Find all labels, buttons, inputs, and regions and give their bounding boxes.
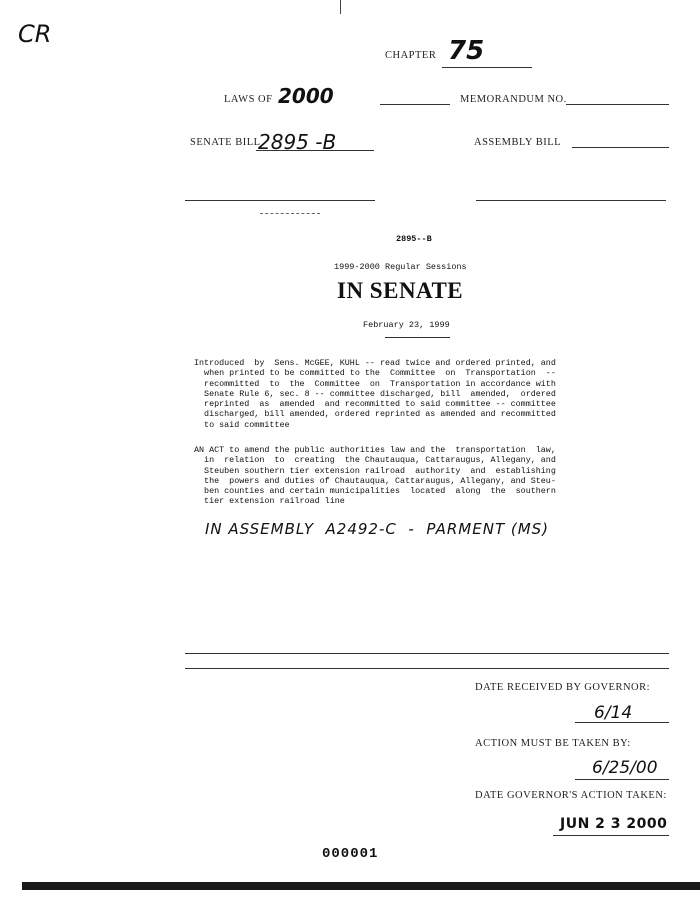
act-line: the powers and duties of Chautauqua, Cattaraugus, Allegany, and Steu- xyxy=(194,475,556,486)
action-taken-stamp: JUN 2 3 2000 xyxy=(560,816,668,832)
corner-initials: CR xyxy=(18,20,52,48)
introduced-line: when printed to be committed to the Committee on Transportation -- xyxy=(194,368,556,379)
introduced-line: discharged, bill amended, ordered reprinted as amended and recommitted xyxy=(194,409,556,420)
act-line: tier extension railroad line xyxy=(194,496,345,507)
act-line: Steuben southern tier extension railroad authority and establishing xyxy=(194,465,556,476)
action-must-rule xyxy=(575,779,669,780)
chapter-value: 75 xyxy=(448,36,485,66)
memorandum-label: MEMORANDUM NO. xyxy=(460,94,567,105)
action-taken-rule xyxy=(553,835,669,836)
introduced-line: reprinted as amended and recommitted to said committee -- committee xyxy=(194,399,556,410)
lower-rule-1 xyxy=(185,653,669,654)
laws-of-value: 2000 xyxy=(278,84,334,108)
act-line: AN ACT to amend the public authorities law and the transportation law, xyxy=(194,445,556,455)
assembly-note: IN ASSEMBLY A2492-C - PARMENT (MS) xyxy=(205,520,550,538)
lower-rule-2 xyxy=(185,668,669,669)
action-taken-label: DATE GOVERNOR'S ACTION TAKEN: xyxy=(475,790,667,801)
blank-rule-right xyxy=(476,200,666,201)
introduced-line: Senate Rule 6, sec. 8 -- committee discharged, bill amended, ordered xyxy=(194,388,556,399)
assembly-bill-label: ASSEMBLY BILL xyxy=(474,137,562,148)
scan-edge-bar xyxy=(22,882,700,890)
senate-bill-rule xyxy=(256,150,374,151)
act-paragraph xyxy=(194,445,556,507)
chapter-rule xyxy=(442,67,532,68)
memorandum-rule xyxy=(566,104,669,105)
chapter-label: CHAPTER xyxy=(385,50,437,61)
house-title: IN SENATE xyxy=(337,278,464,303)
page-number: 000001 xyxy=(322,846,379,862)
action-must-label: ACTION MUST BE TAKEN BY: xyxy=(475,738,631,749)
top-tick xyxy=(340,0,341,14)
laws-of-label: LAWS OF xyxy=(224,94,273,105)
session: 1999-2000 Regular Sessions xyxy=(334,262,467,272)
introduced-line: recommitted to the Committee on Transportation in accordance with xyxy=(194,378,556,389)
introduced-line: Introduced by Sens. McGEE, KUHL -- read twice and ordered printed, and xyxy=(194,358,556,368)
date-rule xyxy=(385,337,450,338)
laws-rule xyxy=(380,104,450,105)
blank-dash xyxy=(260,213,320,214)
bill-number: 2895--B xyxy=(396,234,432,244)
received-rule xyxy=(575,722,669,723)
intro-date: February 23, 1999 xyxy=(363,320,450,330)
received-label: DATE RECEIVED BY GOVERNOR: xyxy=(475,682,651,693)
action-must-value: 6/25/00 xyxy=(592,758,658,778)
received-value: 6/14 xyxy=(594,703,633,723)
senate-bill-label: SENATE BILL xyxy=(190,137,261,148)
introduced-line: to said committee xyxy=(194,419,290,430)
introduced-paragraph xyxy=(194,358,556,430)
act-line: ben counties and certain municipalities located along the southern xyxy=(194,486,556,497)
senate-bill-value: 2895 -B xyxy=(258,130,337,154)
blank-rule-left xyxy=(185,200,375,201)
assembly-bill-rule xyxy=(572,147,669,148)
act-line: in relation to creating the Chautauqua, Cattaraugus, Allegany, and xyxy=(194,455,556,466)
